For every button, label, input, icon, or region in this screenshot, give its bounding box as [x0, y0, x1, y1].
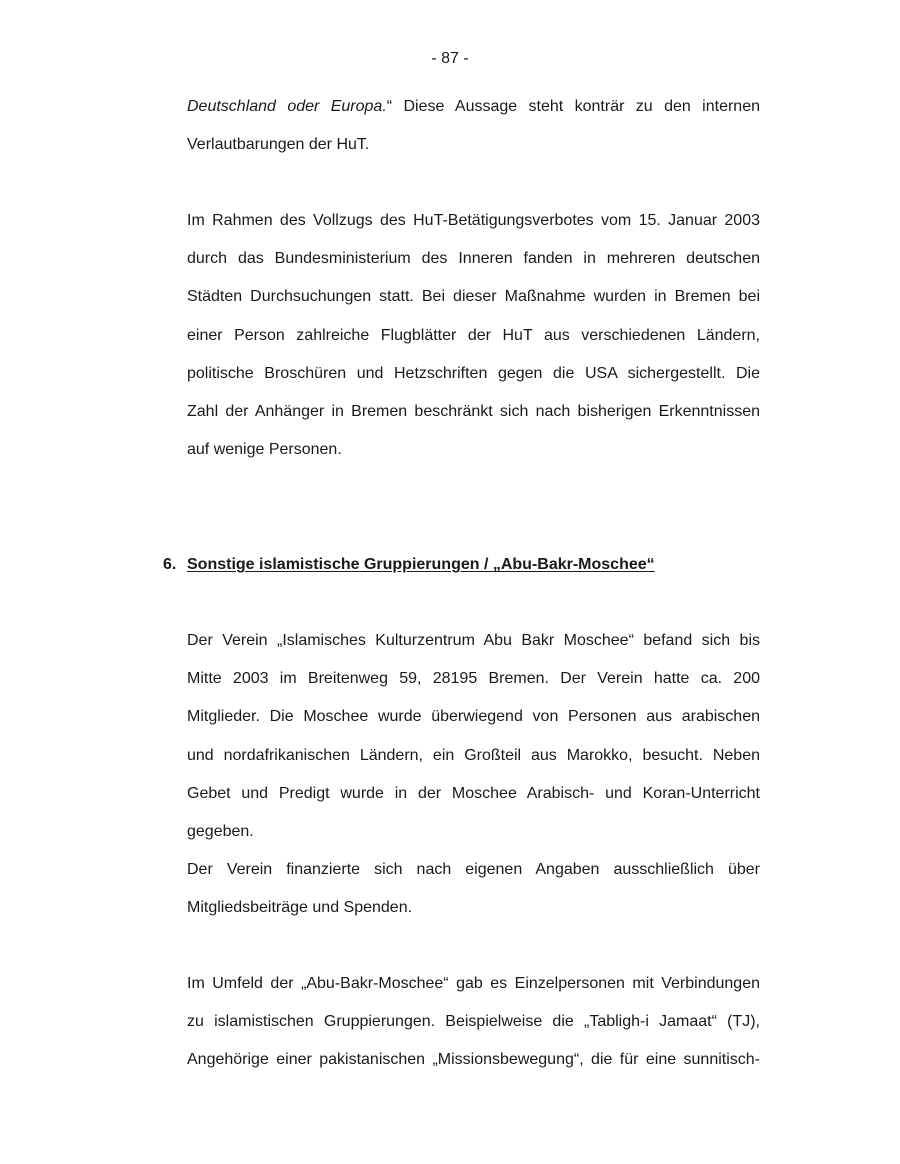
paragraph-line: Städten Durchsuchungen statt. Bei dieser Maßnahme wurden in Bremen bei — [187, 288, 760, 306]
page-number: - 87 - — [431, 50, 469, 67]
paragraph-line: politische Broschüren und Hetzschriften gegen die USA sichergestellt. Die — [187, 364, 760, 382]
paragraph-line: Der Verein finanzierte sich nach eigenen Angaben ausschließlich über — [187, 861, 760, 879]
paragraph-line: und nordafrikanischen Ländern, ein Großteil aus Marokko, besucht. Neben — [187, 746, 760, 764]
paragraph-line: Im Umfeld der „Abu-Bakr-Moschee“ gab es Einzelpersonen mit Verbindungen — [187, 975, 760, 992]
paragraph-line: Im Rahmen des Vollzugs des HuT-Betätigungsverbotes vom 15. Januar 2003 — [187, 212, 760, 229]
paragraph-line — [187, 88, 760, 126]
paragraph-line: Mitte 2003 im Breitenweg 59, 28195 Bremen. Der Verein hatte ca. 200 — [187, 670, 760, 688]
paragraph-line: gegeben. — [187, 823, 254, 841]
section-number: 6. — [163, 556, 177, 573]
italic-text: Deutschland oder Europa. — [187, 98, 387, 115]
paragraph-line: Mitglieder. Die Moschee wurde überwiegend von Personen aus arabischen — [187, 708, 760, 726]
paragraph-1 — [187, 88, 760, 164]
paragraph-line: Verlautbarungen der HuT. — [187, 136, 370, 154]
paragraph-line: durch das Bundesministerium des Inneren fanden in mehreren deutschen — [187, 250, 760, 268]
paragraph-line: Gebet und Predigt wurde in der Moschee Arabisch- und Koran-Unterricht — [187, 784, 760, 802]
text-span: “ Diese Aussage steht konträr zu den internen — [386, 98, 760, 115]
paragraph-line: zu islamistischen Gruppierungen. Beispielweise die „Tabligh-i Jamaat“ (TJ), — [187, 1013, 760, 1031]
section-heading — [163, 553, 655, 577]
section-title: Sonstige islamistische Gruppierungen / „Abu-Bakr-Moschee“ — [187, 556, 655, 573]
paragraph-2 — [187, 202, 760, 469]
paragraph-line: Angehörige einer pakistanischen „Missionsbewegung“, die für eine sunnitisch- — [187, 1051, 760, 1069]
paragraph-4 — [187, 965, 760, 1080]
paragraph-line: Mitgliedsbeiträge und Spenden. — [187, 899, 413, 917]
paragraph-line: auf wenige Personen. — [187, 441, 342, 459]
paragraph-3 — [187, 622, 760, 928]
paragraph-line: einer Person zahlreiche Flugblätter der HuT aus verschiedenen Ländern, — [187, 326, 760, 344]
paragraph-line: Der Verein „Islamisches Kulturzentrum Abu Bakr Moschee“ befand sich bis — [187, 632, 760, 649]
paragraph-line: Zahl der Anhänger in Bremen beschränkt sich nach bisherigen Erkenntnissen — [187, 403, 760, 421]
